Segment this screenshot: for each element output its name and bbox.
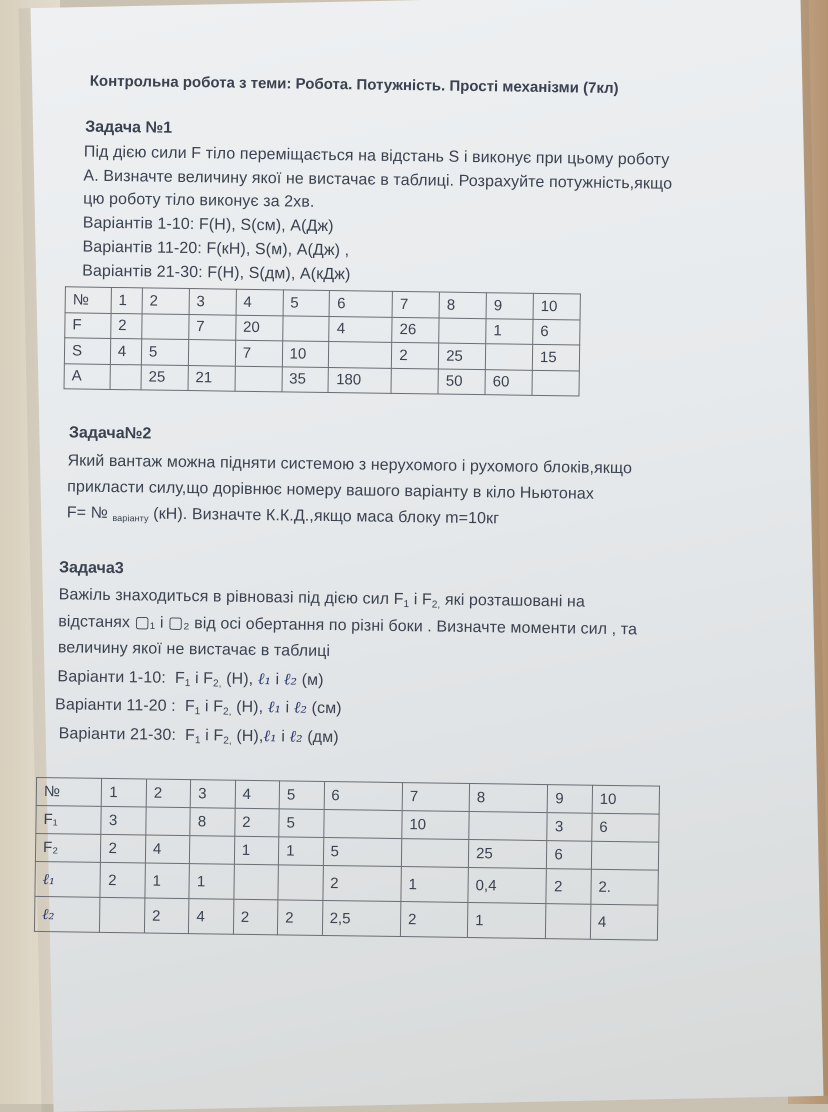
task3-variant-line: Варіанти 21-30: F1 і F2, (Н),ℓ₁ і ℓ₂ (дм) [58, 725, 339, 747]
table-cell: 3 [547, 813, 592, 842]
table-cell: 5 [279, 781, 324, 810]
table-cell: 9 [548, 785, 593, 814]
table-cell: 1 [467, 902, 546, 938]
task3-text-line: Важіль знаходиться в рівновазі під дією сил F1 і F2, які розташовані на [58, 586, 586, 611]
table-cell: F [65, 312, 111, 338]
formula-subscript: варіанту [112, 512, 149, 524]
task1-text-line: Під дією сили F тіло переміщається на відстань S і виконує при цьому роботу [83, 143, 670, 169]
table-cell: 4 [189, 899, 234, 935]
table-cell [235, 366, 282, 392]
page-title: Контрольна робота з теми: Робота. Потужність. Прості механізми (7кл) [89, 72, 619, 98]
table-cell: 2 [392, 342, 439, 368]
table-cell: 6 [547, 841, 592, 870]
table-cell [391, 368, 438, 394]
task2-formula [67, 503, 500, 533]
table-cell [329, 341, 392, 367]
table-cell: 5 [323, 837, 402, 866]
task3-variant-line: Варіанти 11-20 : F1 і F2, (Н), ℓ₁ і ℓ₂ (см) [54, 696, 342, 718]
table-cell [323, 809, 402, 838]
table-cell [591, 841, 659, 870]
task1-heading: Задача №1 [85, 118, 173, 137]
table-cell: 3 [189, 289, 236, 315]
table-cell: 0,4 [468, 867, 547, 903]
table-cell: 1 [486, 318, 533, 344]
table-cell: 60 [485, 369, 532, 395]
table-cell [100, 897, 145, 933]
table-cell [188, 340, 235, 366]
table-cell: 10 [592, 785, 660, 814]
table-cell: 2 [146, 779, 191, 808]
table-cell: 35 [282, 366, 329, 392]
table-cell: 2 [278, 900, 323, 936]
task1-text-line: А. Визначте величину якої не вистачає в таблиці. Розрахуйте потужність,якщо [83, 167, 673, 193]
table-cell: 8 [190, 808, 235, 837]
task1-table [64, 286, 581, 396]
table-cell: 4 [235, 780, 280, 809]
table-cell [142, 313, 189, 339]
table-cell: 2 [142, 288, 189, 314]
table-cell: 7 [188, 314, 235, 340]
table-cell: 25 [438, 343, 485, 369]
table-cell: 7 [402, 783, 469, 812]
task2-text-line: Який вантаж можна підняти системою з нерухомого і рухомого блоків,якщо [67, 452, 633, 478]
table-cell: 5 [279, 809, 324, 838]
task1-variant-line: Варіантів 21-30: F(Н), S(дм), А(кДж) [82, 262, 351, 284]
table-cell: 180 [328, 367, 391, 393]
table-cell: 5 [141, 339, 188, 365]
formula-rest: (кН). Визначте К.К.Д.,якщо маса блоку m=10кг [153, 505, 500, 528]
table-cell: 8 [439, 292, 486, 318]
table-cell: 5 [283, 290, 330, 316]
table-cell [110, 364, 141, 390]
table-cell [278, 865, 323, 901]
table-cell [234, 864, 279, 900]
table-cell: № [65, 287, 111, 313]
task3-variant-line: Варіанти 1-10: F1 і F2, (Н), ℓ₁ і ℓ₂ (м) [57, 668, 324, 690]
table-cell: 4 [590, 904, 658, 940]
table-cell [282, 315, 329, 341]
task1-text-line: цю роботу тіло виконує за 2хв. [83, 190, 315, 211]
table-cell: 1 [401, 867, 469, 903]
table-cell: 25 [468, 839, 547, 868]
task2-heading: Задача№2 [68, 424, 152, 443]
task2-text-line: прикласти силу,що дорівнює номеру вашого варіанту в кіло Ньютонах [67, 478, 595, 503]
table-cell: 7 [392, 291, 439, 317]
table-cell: 50 [438, 369, 485, 395]
table-cell: 2 [233, 899, 278, 935]
table-cell: 20 [235, 315, 282, 341]
table-cell: 2 [144, 898, 189, 934]
table-cell: 6 [533, 319, 580, 345]
table-cell: 2 [546, 869, 591, 905]
table-cell: 6 [324, 781, 403, 810]
table-cell: F₁ [36, 805, 102, 834]
table-cell: 7 [235, 340, 282, 366]
table-cell [469, 811, 548, 840]
table-cell: 26 [392, 317, 439, 343]
table-cell: ℓ₁ [35, 861, 101, 897]
placeholder-box-icon: ▢ [134, 614, 150, 632]
table-cell: 3 [190, 780, 235, 809]
table-cell: А [64, 363, 110, 389]
table-cell: ℓ₂ [34, 896, 100, 932]
table-cell [546, 904, 591, 940]
table-cell [146, 807, 191, 836]
table-cell: 1 [145, 863, 190, 899]
table-cell: 1 [189, 864, 234, 900]
table-cell: 2 [100, 862, 145, 898]
task3-heading: Задача3 [58, 559, 124, 578]
table-cell: 2 [111, 313, 142, 339]
table-cell: 2. [591, 869, 659, 905]
table-cell [190, 836, 235, 865]
table-cell [485, 344, 532, 370]
table-cell: S [64, 338, 110, 364]
table-cell: 3 [101, 806, 146, 835]
formula-prefix: F= № [66, 504, 109, 522]
table-cell: 21 [188, 365, 235, 391]
table-cell: 9 [486, 293, 533, 319]
table-cell: 2 [101, 834, 146, 863]
table-cell: 1 [111, 287, 142, 313]
table-cell: 2,5 [322, 900, 401, 936]
table-cell: № [36, 777, 102, 806]
table-cell: F₂ [35, 833, 101, 862]
table-cell: 15 [532, 344, 579, 370]
table-cell: 4 [145, 835, 190, 864]
table-cell: 1 [278, 837, 323, 866]
table-cell: 4 [236, 289, 283, 315]
placeholder-box-icon: ▢ [167, 614, 184, 632]
table-cell: 10 [533, 293, 580, 319]
table-row [34, 896, 657, 940]
table-cell: 8 [469, 783, 548, 812]
table-cell: 6 [330, 291, 393, 317]
table-cell [532, 370, 579, 396]
table-cell: 4 [110, 338, 141, 364]
task1-variant-line: Варіантів 11-20: F(кН), S(м), А(Дж) , [82, 238, 350, 260]
task3-text-line: величину якої не вистачає в таблиці [57, 639, 331, 661]
table-cell: 2 [234, 808, 279, 837]
table-cell: 10 [402, 811, 469, 840]
task1-variant-line: Варіантів 1-10: F(Н), S(см), А(Дж) [82, 214, 334, 236]
table-cell [401, 839, 468, 868]
table-cell: 2 [322, 865, 401, 901]
task3-text-line: відстанях ▢₁ і ▢₂ від осі обертання по різні боки . Визначте моменти сил , та [58, 613, 638, 639]
table-cell: 2 [400, 902, 468, 938]
table-cell: 4 [329, 316, 392, 342]
task3-table [34, 777, 660, 941]
table-cell: 6 [592, 813, 660, 842]
table-cell [439, 318, 486, 344]
table-cell: 1 [102, 778, 147, 807]
table-cell: 1 [234, 836, 279, 865]
table-cell: 10 [282, 341, 329, 367]
table-cell: 25 [141, 364, 188, 390]
